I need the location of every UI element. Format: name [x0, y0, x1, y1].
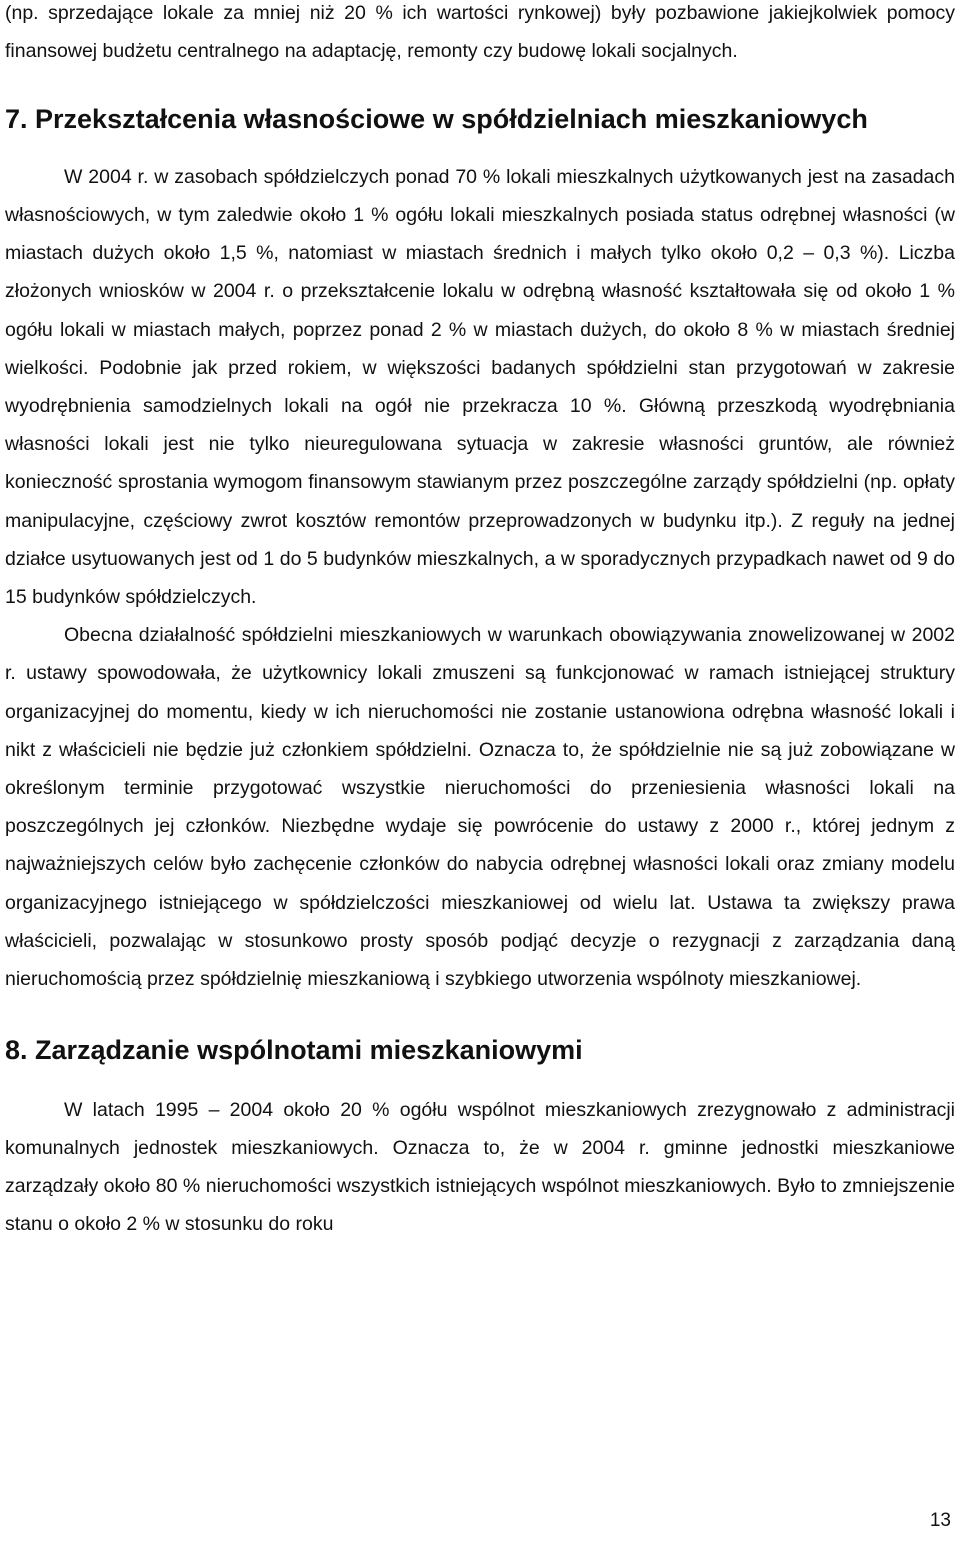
- section-8-heading: 8. Zarządzanie wspólnotami mieszkaniowymi: [5, 1035, 583, 1066]
- section-8-paragraph-1: W latach 1995 – 2004 około 20 % ogółu wspólnot mieszkaniowych zrezygnowało z administracji komunalnych jednostek mieszkaniowych. Oznacza to, że w 2004 r. gminne jednostki mieszkaniowe zarządzały około 80 % nieruchomości wszystkich istniejących wspólnot mieszkaniowych. Było to zmniejszenie stanu o około 2 % w stosunku do roku: [5, 1098, 955, 1236]
- page-number: 13: [929, 1510, 951, 1531]
- intro-paragraph: (np. sprzedające lokale za mniej niż 20 % ich wartości rynkowej) były pozbawione jakiejkolwiek pomocy finansowej budżetu centralnego na adaptację, remonty czy budowę lokali socjalnych.: [5, 2, 955, 63]
- section-7-heading: 7. Przekształcenia własnościowe w spółdzielniach mieszkaniowych: [5, 104, 868, 135]
- section-7-paragraph-1: W 2004 r. w zasobach spółdzielczych ponad 70 % lokali mieszkalnych użytkowanych jest na zasadach własnościowych, w tym zaledwie około 1 % ogółu lokali mieszkalnych posiada status odrębnej własności (w miastach dużych około 1,5 %, natomiast w miastach średnich i małych tylko około 0,2 – 0,3 %). Liczba złożonych wniosków w 2004 r. o przekształcenie lokalu w odrębną własność kształtowała się od około 1 % ogółu lokali w miastach małych, poprzez ponad 2 % w miastach dużych, do około 8 % w miastach średniej wielkości. Podobnie jak przed rokiem, w większości badanych spółdzielni stan przygotowań w zakresie wyodrębnienia samodzielnych lokali na ogół nie przekracza 10 %. Główną przeszkodą wyodrębniania własności lokali jest nie tylko nieuregulowana sytuacja w zakresie własności gruntów, ale również konieczność sprostania wymogom finansowym stawianym przez poszczególne zarządy spółdzielni (np. opłaty manipulacyjne, częściowy zwrot kosztów remontów przeprowadzonych w budynku itp.). Z reguły na jednej działce usytuowanych jest od 1 do 5 budynków mieszkalnych, a w sporadycznych przypadkach nawet od 9 do 15 budynków spółdzielczych.: [5, 165, 955, 609]
- section-7-paragraph-2: Obecna działalność spółdzielni mieszkaniowych w warunkach obowiązywania znowelizowanej w 2002 r. ustawy spowodowała, że użytkownicy lokali zmuszeni są funkcjonować w ramach istniejącej struktury organizacyjnej do momentu, kiedy w ich nieruchomości nie zostanie ustanowiona odrębna własność lokali i nikt z właścicieli nie będzie już członkiem spółdzielni. Oznacza to, że spółdzielnie nie są już zobowiązane w określonym terminie przygotować wszystkie nieruchomości do przeniesienia własności lokali na poszczególnych jej członków. Niezbędne wydaje się powrócenie do ustawy z 2000 r., której jednym z najważniejszych celów było zachęcenie członków do nabycia odrębnej własności lokali oraz zmiany modelu organizacyjnego istniejącego w spółdzielczości mieszkaniowej od wielu lat. Ustawa ta zwiększy prawa właścicieli, pozwalając w stosunkowo prosty sposób podjąć decyzje o rezygnacji z zarządzania daną nieruchomością przez spółdzielnię mieszkaniową i szybkiego utworzenia wspólnoty mieszkaniowej.: [5, 624, 955, 991]
- document-page: [5, 0, 955, 1243]
